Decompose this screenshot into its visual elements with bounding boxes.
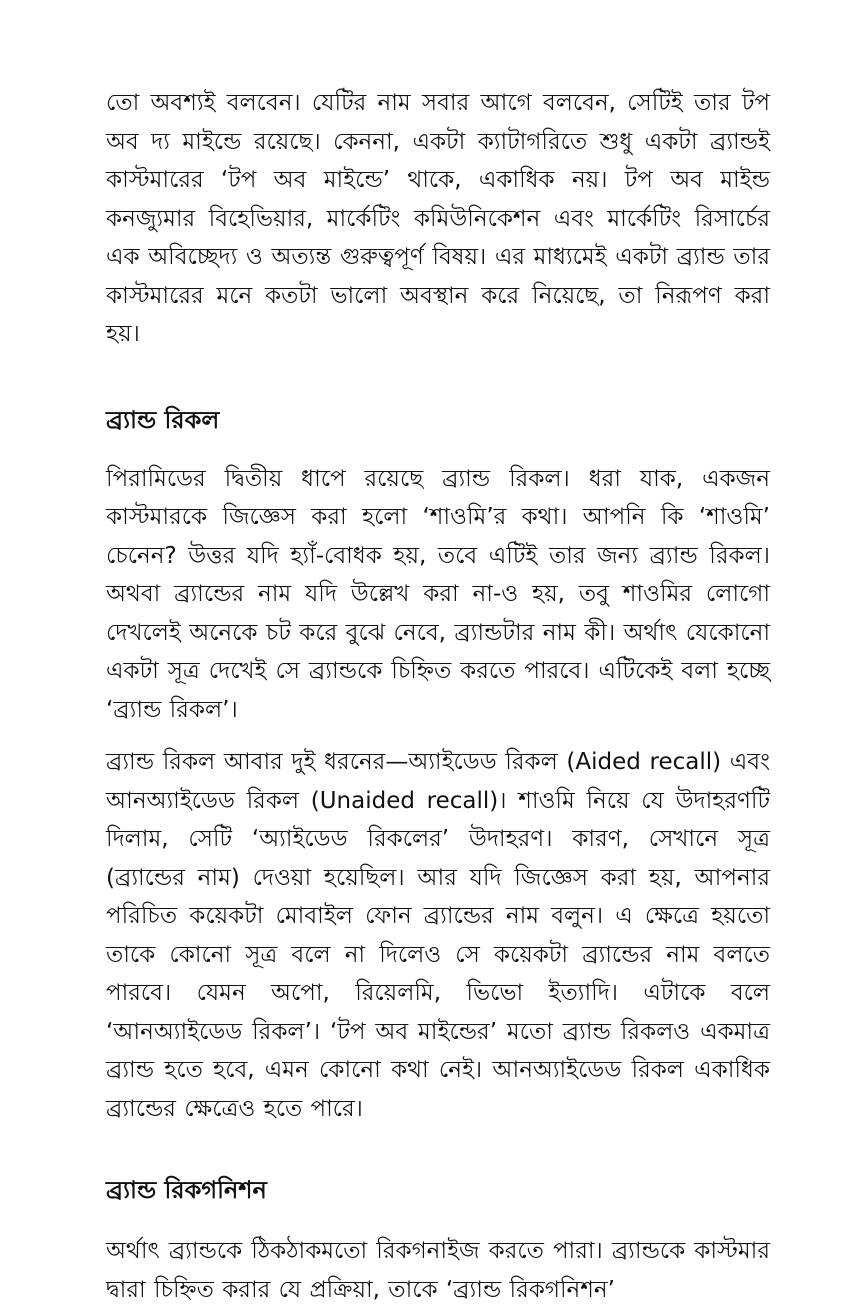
intro-paragraph: তো অবশ্যই বলবেন। যেটির নাম সবার আগে বলবেন, সেটিই তার টপ অব দ্য মাইন্ডে রয়েছে। কেননা, একটা ক্যাটাগরিতে শুধু একটা ব্র্যান্ডই কাস্টমারের ‘টপ অব মাইন্ডে’ থাকে, একাধিক নয়। টপ অব মাইন্ড কনজ্যুমার বিহেভিয়ার, মার্কেটিং কমিউনিকেশন এবং মার্কেটিং রিসার্চের এক অবিচ্ছেদ্য ও অত্যন্ত গুরুত্বপূর্ণ বিষয়। এর মাধ্যমেই একটা ব্র্যান্ড তার কাস্টমারের মনে কতটা ভালো অবস্থান করে নিয়েছে, তা নিরূপণ করা হয়।	[106, 90, 770, 347]
brand-recall-paragraph-2: ব্র্যান্ড রিকল আবার দুই ধরনের—অ্যাইডেড রিকল (Aided recall) এবং আনঅ্যাইডেড রিকল (Unaided recall)। শাওমি নিয়ে যে উদাহরণটি দিলাম, সেটি ‘অ্যাইডেড রিকলের’ উদাহরণ। কারণ, সেখানে সূত্র (ব্র্যান্ডের নাম) দেওয়া হয়েছিল। আর যদি জিজ্ঞেস করা হয়, আপনার পরিচিত কয়েকটা মোবাইল ফোন ব্র্যান্ডের নাম বলুন। এ ক্ষেত্রে হয়তো তাকে কোনো সূত্র বলে না দিলেও সে কয়েকটা ব্র্যান্ডের নাম বলতে পারবে। যেমন অপো, রিয়েলমি, ভিভো ইত্যাদি। এটাকে বলে ‘আনঅ্যাইডেড রিকল’। ‘টপ অব মাইন্ডের’ মতো ব্র্যান্ড রিকলও একমাত্র ব্র্যান্ড হতে হবে, এমন কোনো কথা নেই। আনঅ্যাইডেড রিকল একাধিক ব্র্যান্ডের ক্ষেত্রেও হতে পারে।	[106, 749, 770, 1122]
brand-recognition-paragraph-1: অর্থাৎ ব্র্যান্ডকে ঠিকঠাকমতো রিকগনাইজ করতে পারা। ব্র্যান্ডকে কাস্টমার দ্বারা চিহ্নিত করার যে প্রক্রিয়া, তাকে ‘ব্র্যান্ড রিকগনিশন’	[106, 1238, 770, 1303]
brand-recognition-heading: ব্র্যান্ড রিকগনিশন	[106, 1176, 267, 1204]
brand-recall-paragraph-1: পিরামিডের দ্বিতীয় ধাপে রয়েছে ব্র্যান্ড রিকল। ধরা যাক, একজন কাস্টমারকে জিজ্ঞেস করা হলো ‘শাওমি’র কথা। আপনি কি ‘শাওমি’ চেনেন? উত্তর যদি হ্যাঁ-বোধক হয়, তবে এটিই তার জন্য ব্র্যান্ড রিকল। অথবা ব্র্যান্ডের নাম যদি উল্লেখ করা না-ও হয়, তবু শাওমির লোগো দেখলেই অনেকে চট করে বুঝে নেবে, ব্র্যান্ডটার নাম কী। অর্থাৎ যেকোনো একটা সূত্র দেখেই সে ব্র্যান্ডকে চিহ্নিত করতে পারবে। এটিকেই বলা হচ্ছে ‘ব্র্যান্ড রিকল’।	[106, 465, 770, 723]
book-page	[106, 84, 770, 1309]
brand-recall-heading: ব্র্যান্ড রিকল	[106, 405, 220, 434]
